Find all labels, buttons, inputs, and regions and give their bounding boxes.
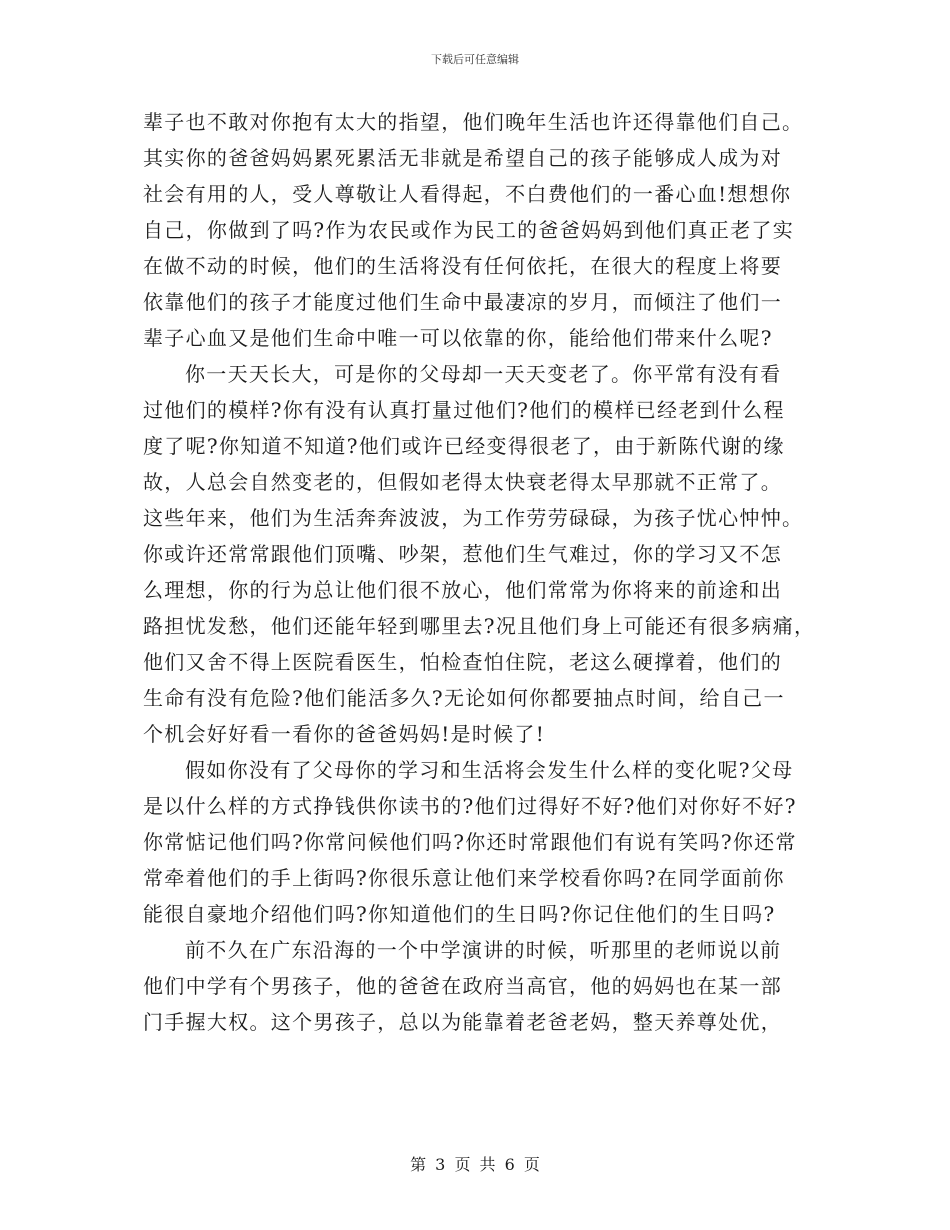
text-line: 你常惦记他们吗?你常问候他们吗?你还时常跟他们有说有笑吗?你还常 (143, 830, 797, 854)
document-body (143, 104, 823, 1040)
text-line: 他们中学有个男孩子，他的爸爸在政府当高官，他的妈妈也在某一部 (143, 974, 782, 998)
text-line: 生命有没有危险?他们能活多久?无论如何你都要抽点时间，给自己一 (143, 686, 785, 710)
text-line: 依靠他们的孩子才能度过他们生命中最凄凉的岁月，而倾注了他们一 (143, 290, 782, 314)
text-line: 常牵着他们的手上街吗?你很乐意让他们来学校看你吗?在同学面前你 (143, 866, 785, 890)
text-line: 辈子也不敢对你抱有太大的指望，他们晚年生活也许还得靠他们自己。 (143, 110, 804, 134)
text-line: 门手握大权。这个男孩子，总以为能靠着老爸老妈，整天养尊处优， (143, 1010, 782, 1034)
text-line: 么理想，你的行为总让他们很不放心，他们常常为你将来的前途和出 (143, 578, 782, 602)
page-header: 下载后可任意编辑 (431, 53, 519, 66)
text-line: 度了呢?你知道不知道?他们或许已经变得很老了，由于新陈代谢的缘 (143, 434, 785, 458)
text-line: 这些年来，他们为生活奔奔波波，为工作劳劳碌碌，为孩子忧心忡忡。 (143, 506, 804, 530)
text-line: 路担忧发愁，他们还能年轻到哪里去?况且他们身上可能还有很多病痛， (143, 614, 816, 638)
page-footer: 第 3 页 共 6 页 (410, 1155, 540, 1174)
text-line: 辈子心血又是他们生命中唯一可以依靠的你，能给他们带来什么呢? (143, 326, 773, 350)
text-line: 自己，你做到了吗?作为农民或作为民工的爸爸妈妈到他们真正老了实 (143, 218, 795, 242)
text-line: 前不久在广东沿海的一个中学演讲的时候，听那里的老师说以前 (185, 938, 782, 962)
text-line: 故，人总会自然变老的，但假如老得太快衰老得太早那就不正常了。 (143, 470, 782, 494)
text-line: 能很自豪地介绍他们吗?你知道他们的生日吗?你记住他们的生日吗? (143, 902, 776, 926)
text-line: 假如你没有了父母你的学习和生活将会发生什么样的变化呢?父母 (185, 758, 794, 782)
text-line: 在做不动的时候，他们的生活将没有任何依托，在很大的程度上将要 (143, 254, 782, 278)
text-line: 社会有用的人，受人尊敬让人看得起，不白费他们的一番心血!想想你 (143, 182, 792, 206)
text-line: 你一天天长大，可是你的父母却一天天变老了。你平常有没有看 (185, 362, 782, 386)
text-line: 其实你的爸爸妈妈累死累活无非就是希望自己的孩子能够成人成为对 (143, 146, 782, 170)
text-line: 你或许还常常跟他们顶嘴、吵架，惹他们生气难过，你的学习又不怎 (143, 542, 782, 566)
text-line: 是以什么样的方式挣钱供你读书的?他们过得好不好?他们对你好不好? (143, 794, 797, 818)
text-line: 过他们的模样?你有没有认真打量过他们?他们的模样已经老到什么程 (143, 398, 785, 422)
text-line: 个机会好好看一看你的爸爸妈妈!是时候了! (143, 722, 546, 746)
text-line: 他们又舍不得上医院看医生，怕检查怕住院，老这么硬撑着，他们的 (143, 650, 782, 674)
